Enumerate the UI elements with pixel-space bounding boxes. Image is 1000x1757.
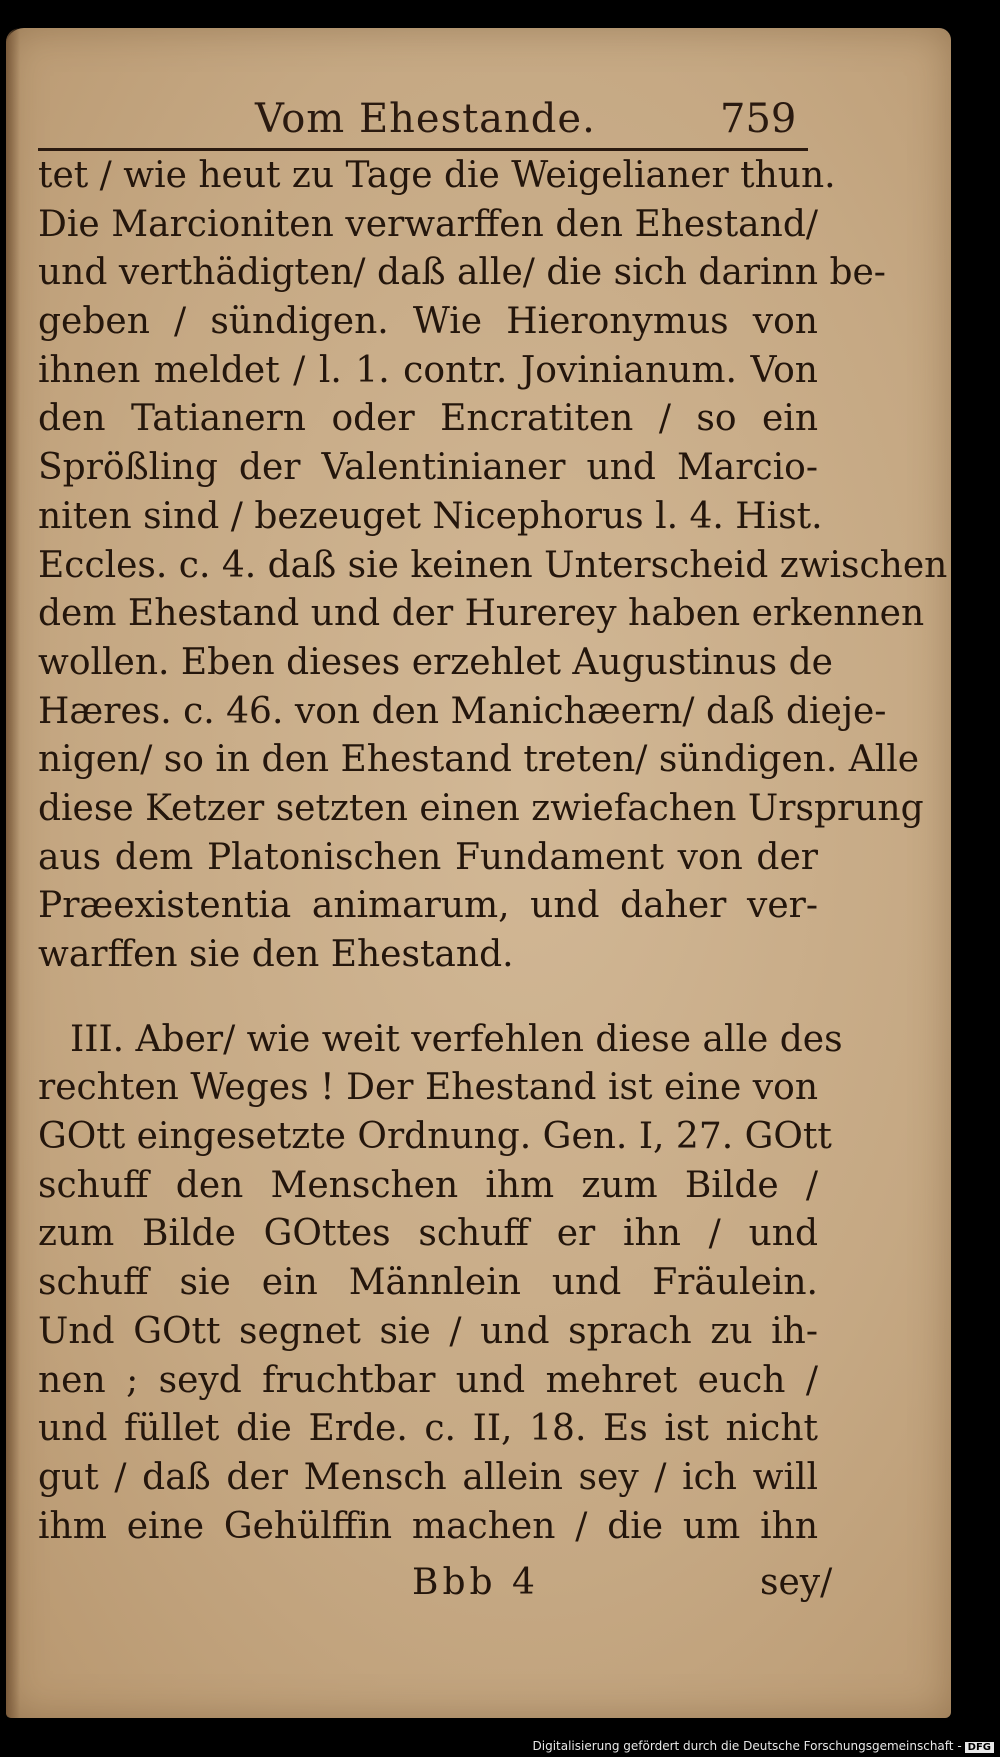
page-number: 759 (720, 96, 797, 142)
text-line: tet / wie heut zu Tage die Weigelianer thun. (38, 155, 836, 196)
text-line: schuff sie ein Männlein und Fräulein. (38, 1262, 818, 1304)
catchword: sey/ (760, 1562, 833, 1603)
running-head: Vom Ehestande. (255, 96, 596, 142)
text-line: gut / daß der Mensch allein sey / ich will (38, 1456, 818, 1498)
text-line: warffen sie den Ehestand. (38, 934, 514, 975)
text-line: geben / sündigen. Wie Hieronymus von (38, 301, 818, 343)
text-line: ihm eine Gehülffin machen / die um ihn (38, 1505, 818, 1547)
body-text (38, 152, 948, 1551)
page-header (40, 96, 800, 146)
text-line: ihnen meldet / l. 1. contr. Jovinianum. Von (38, 349, 818, 391)
text-line: Præexistentia animarum, und daher ver- (38, 885, 818, 927)
text-line: rechten Weges ! Der Ehestand ist eine von (38, 1067, 818, 1109)
text-line: GOtt eingesetzte Ordnung. Gen. I, 27. GOtt (38, 1116, 832, 1158)
text-line: und verthädigten/ daß alle/ die sich darinn be- (38, 252, 886, 294)
dfg-logo: DFG (965, 1742, 994, 1753)
text-line: Hæres. c. 46. von den Manichæern/ daß dieje- (38, 690, 887, 732)
paragraph (38, 152, 948, 980)
page-edge (6, 28, 20, 1718)
digitization-credit (533, 1739, 995, 1753)
text-line: dem Ehestand und der Hurerey haben erkennen (38, 593, 925, 635)
text-line: III. Aber/ wie weit verfehlen diese alle des (70, 1018, 843, 1060)
credit-bar (0, 1737, 1000, 1757)
signature-mark: Bbb 4 (412, 1562, 539, 1603)
text-line: Und GOtt segnet sie / und sprach zu ih- (38, 1310, 818, 1352)
header-rule (38, 148, 808, 151)
page-footer (40, 1562, 833, 1612)
text-line: den Tatianern oder Encratiten / so ein (38, 398, 818, 440)
text-line: wollen. Eben dieses erzehlet Augustinus de (38, 641, 833, 683)
credit-text: Digitalisierung gefördert durch die Deutsche Forschungsgemeinschaft - (532, 1739, 962, 1753)
text-line: niten sind / bezeuget Nicephorus l. 4. Hist. (38, 495, 823, 537)
text-line: nen ; seyd fruchtbar und mehret euch / (38, 1359, 818, 1401)
text-line: und füllet die Erde. c. II, 18. Es ist nicht (38, 1408, 818, 1450)
text-line: aus dem Platonischen Fundament von der (38, 836, 818, 878)
text-line: Eccles. c. 4. daß sie keinen Unterscheid zwischen (38, 544, 948, 586)
text-line: nigen/ so in den Ehestand treten/ sündigen. Alle (38, 739, 920, 781)
text-line: schuff den Menschen ihm zum Bilde / (38, 1164, 818, 1206)
text-line: Die Marcioniten verwarffen den Ehestand/ (38, 203, 818, 245)
text-line: Sprößling der Valentinianer und Marcio- (38, 447, 818, 489)
text-line: zum Bilde GOttes schuff er ihn / und (38, 1213, 818, 1255)
text-line: diese Ketzer setzten einen zwiefachen Ursprung (38, 787, 924, 829)
paragraph (38, 1016, 843, 1552)
paragraph-gap (38, 980, 818, 1016)
